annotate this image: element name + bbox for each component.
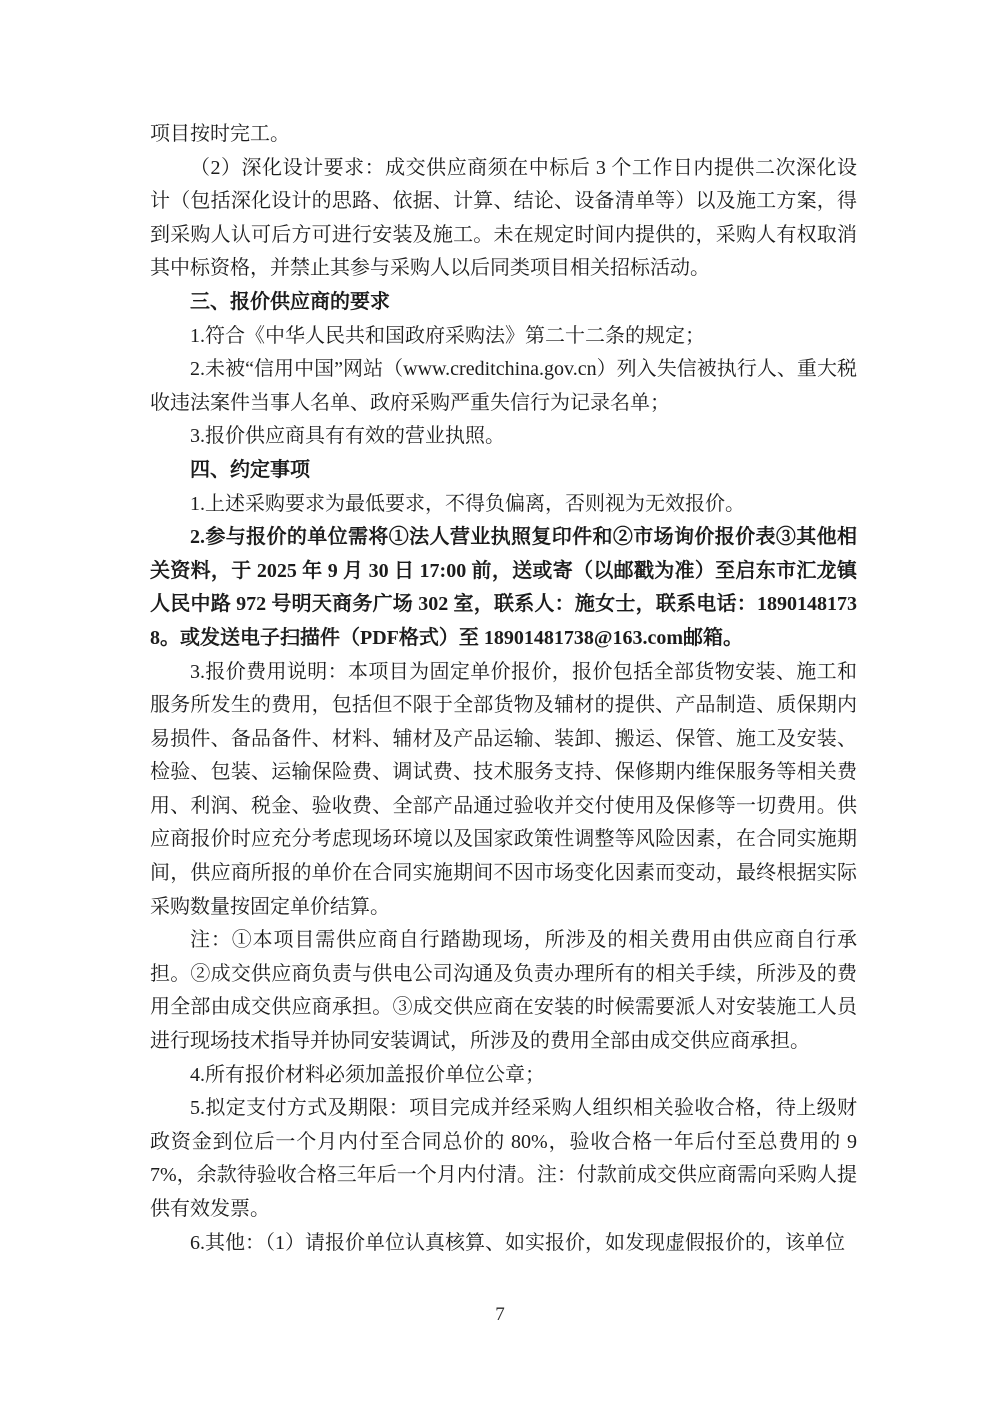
heading-section-4-agreed-matters: 四、约定事项 — [190, 458, 310, 481]
supplier-requirement-item-2: 2.未被“信用中国”网站（www.creditchina.gov.cn）列入失信被执行人、重大税收违法案件当事人名单、政府采购严重失信行为记录名单； — [150, 358, 857, 414]
agreed-matter-item-6-other: 6.其他：（1）请报价单位认真核算、如实报价，如发现虚假报价的，该单位 — [190, 1231, 845, 1254]
document-body — [150, 118, 857, 1260]
agreed-matter-item-1-minimum-requirement: 1.上述采购要求为最低要求，不得负偏离，否则视为无效报价。 — [190, 492, 745, 515]
heading-section-3-supplier-requirements: 三、报价供应商的要求 — [190, 290, 390, 313]
agreed-matter-item-4-official-seal: 4.所有报价材料必须加盖报价单位公章； — [190, 1063, 545, 1086]
paragraph-notes-site-survey-and-installation: 注：①本项目需供应商自行踏勘现场，所涉及的相关费用由供应商自行承担。②成交供应商负责与供电公司沟通及负责办理所有的相关手续，所涉及的费用全部由成交供应商承担。③成交供应商在安装的时候需要派人对安装施工人员进行现场技术指导并协同安装调试，所涉及的费用全部由成交供应商承担。 — [150, 929, 857, 1053]
agreed-matter-item-5-payment-terms: 5.拟定支付方式及期限：项目完成并经采购人组织相关验收合格，待上级财政资金到位后一个月内付至合同总价的 80%，验收合格一年后付至总费用的 97%，余款待验收合格三年后一个月内付清。注：付款前成交供应商需向采购人提供有效发票。 — [150, 1097, 857, 1220]
page-number: 7 — [495, 1304, 505, 1325]
agreed-matter-item-2-submission-instructions: 2.参与报价的单位需将①法人营业执照复印件和②市场询价报价表③其他相关资料，于 2025 年 9 月 30 日 17:00 前，送或寄（以邮戳为准）至启东市汇龙镇人民中路 972 号明天商务广场 302 室，联系人：施女士，联系电话：18901481738。或发送电子扫描件（PDF格式）至 18901481738@163.com邮箱。 — [150, 526, 857, 649]
supplier-requirement-item-3: 3.报价供应商具有有效的营业执照。 — [190, 425, 505, 448]
paragraph-continued-from-previous-page: 项目按时完工。 — [150, 123, 290, 145]
paragraph-deepened-design-requirement: （2）深化设计要求：成交供应商须在中标后 3 个工作日内提供二次深化设计（包括深化设计的思路、依据、计算、结论、设备清单等）以及施工方案，得到采购人认可后方可进行安装及施工。未在规定时间内提供的，采购人有权取消其中标资格，并禁止其参与采购人以后同类项目相关招标活动。 — [150, 156, 857, 280]
supplier-requirement-item-1: 1.符合《中华人民共和国政府采购法》第二十二条的规定； — [190, 324, 705, 347]
agreed-matter-item-3-price-cost-explanation: 3.报价费用说明：本项目为固定单价报价，报价包括全部货物安装、施工和服务所发生的费用，包括但不限于全部货物及辅材的提供、产品制造、质保期内易损件、备品备件、材料、辅材及产品运输、装卸、搬运、保管、施工及安装、检验、包装、运输保险费、调试费、技术服务支持、保修期内维保服务等相关费用、利润、税金、验收费、全部产品通过验收并交付使用及保修等一切费用。供应商报价时应充分考虑现场环境以及国家政策性调整等风险因素，在合同实施期间，供应商所报的单价在合同实施期间不因市场变化因素而变动，最终根据实际采购数量按固定单价结算。 — [150, 660, 857, 918]
